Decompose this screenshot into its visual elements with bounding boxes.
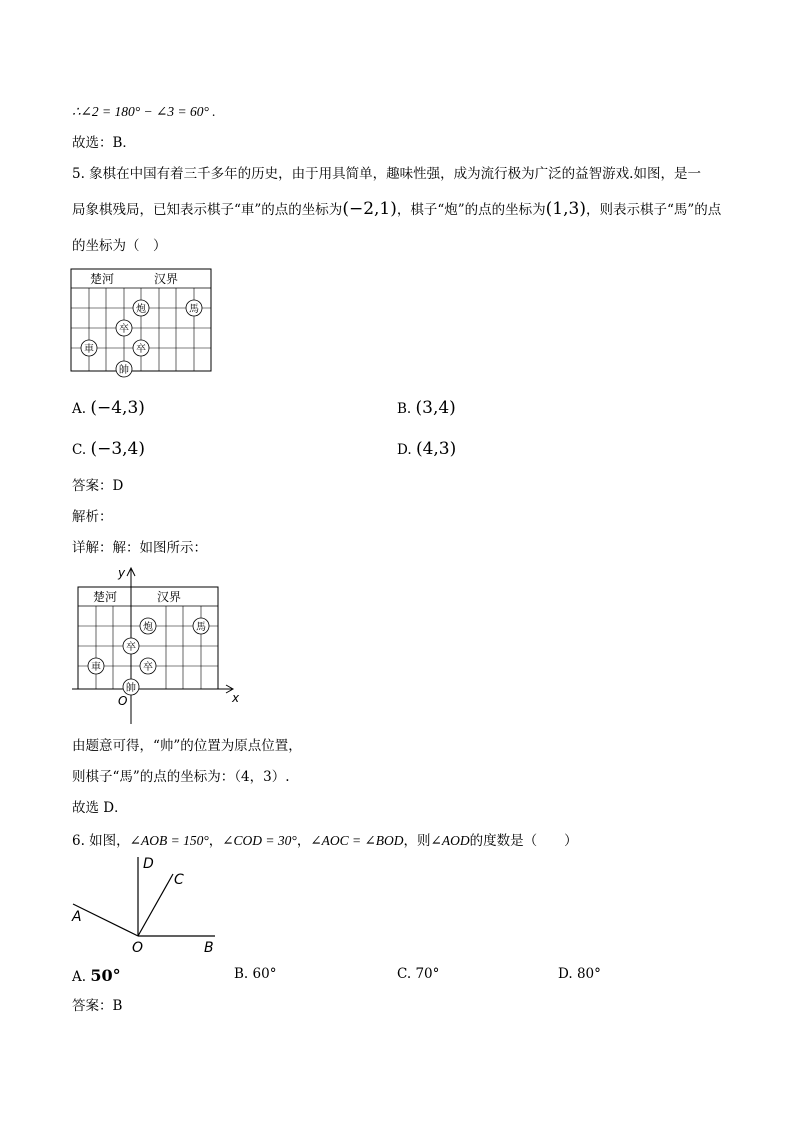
q5-explanation-1: 由题意可得，“帅”的位置为原点位置， bbox=[72, 738, 302, 754]
q6-stem: 6. 如图，∠AOB = 150°，∠COD = 30°，∠AOC = ∠BOD，则∠AOD的度数是（ ） bbox=[72, 833, 578, 849]
piece-pao: 炮 bbox=[143, 622, 153, 633]
board-river-right: 汉界 bbox=[157, 590, 182, 604]
piece-ma: 馬 bbox=[196, 622, 206, 633]
label-a: A bbox=[72, 909, 82, 925]
q5-chess-board bbox=[70, 268, 215, 380]
q5-analysis: 解析： bbox=[72, 509, 113, 525]
q6-ask: ∠AOD bbox=[430, 833, 470, 848]
q5-option-d: D. (4,3) bbox=[397, 439, 457, 459]
q5-option-c: C. (−3,4) bbox=[72, 439, 145, 459]
piece-che: 車 bbox=[91, 662, 101, 673]
q6-cond-aoc-bod: ∠AOC = ∠BOD bbox=[310, 833, 404, 848]
q5-final: 故选 D． bbox=[72, 800, 128, 816]
piece-ma: 馬 bbox=[189, 304, 199, 315]
q6-option-a: A. 50° bbox=[72, 966, 121, 985]
q5-stem-line1: 5. 象棋在中国有着三千多年的历史，由于用具简单，趣味性强，成为流行极为广泛的益智游戏.如图，是一 bbox=[72, 166, 701, 182]
q6-cond-cod: ∠COD = 30° bbox=[222, 833, 297, 848]
piece-zu: 卒 bbox=[143, 662, 153, 673]
ray-oc bbox=[138, 874, 173, 936]
piece-shuai: 帥 bbox=[119, 365, 129, 376]
q5-stem-part-c: ，则表示棋子“馬”的点 bbox=[585, 202, 722, 218]
piece-zu: 卒 bbox=[119, 324, 129, 335]
q6-cond-aob: ∠AOB = 150° bbox=[129, 833, 209, 848]
prev-answer: 故选：B． bbox=[72, 135, 136, 151]
q5-solution-board bbox=[70, 564, 250, 726]
board-river-left: 楚河 bbox=[93, 590, 118, 604]
board-river-left: 楚河 bbox=[90, 272, 115, 286]
q5-stem-line2 bbox=[72, 201, 721, 218]
q5-coord-che: (−2,1) bbox=[342, 199, 397, 219]
label-o: O bbox=[132, 940, 144, 956]
q6-option-c: C. 70° bbox=[397, 966, 440, 982]
q5-stem-part-b: ，棋子“炮”的点的坐标为 bbox=[396, 202, 546, 218]
axis-origin-label: O bbox=[118, 694, 128, 708]
q5-stem-line3: 的坐标为（ ） bbox=[72, 238, 167, 254]
ray-oa bbox=[73, 904, 138, 936]
label-d: D bbox=[143, 856, 154, 872]
q5-option-a: A. (−4,3) bbox=[72, 398, 145, 418]
piece-shuai: 帥 bbox=[126, 683, 136, 694]
board-river-right: 汉界 bbox=[154, 272, 179, 286]
q5-explanation-2: 则棋子“馬”的点的坐标为：（4，3）. bbox=[72, 769, 290, 785]
axis-x-label: x bbox=[232, 691, 240, 705]
q6-answer: 答案：B bbox=[72, 998, 123, 1014]
q5-coord-pao: (1,3) bbox=[545, 199, 586, 219]
axis-y-label: y bbox=[118, 566, 126, 580]
prev-solution-line: ∴∠2 = 180° − ∠3 = 60° . bbox=[72, 104, 216, 119]
piece-che: 車 bbox=[84, 344, 94, 355]
label-b: B bbox=[204, 940, 214, 956]
q6-angle-figure bbox=[70, 854, 230, 958]
q5-answer: 答案：D bbox=[72, 478, 124, 494]
label-c: C bbox=[174, 872, 184, 888]
piece-zu: 卒 bbox=[136, 344, 146, 355]
q5-stem-part-a: 局象棋残局，已知表示棋子“車”的点的坐标为 bbox=[72, 202, 343, 218]
q6-option-d: D. 80° bbox=[558, 966, 601, 982]
piece-pao: 炮 bbox=[136, 304, 146, 315]
q5-option-b: B. (3,4) bbox=[397, 398, 456, 418]
q5-detail: 详解：解：如图所示： bbox=[72, 540, 207, 556]
q6-option-b: B. 60° bbox=[234, 966, 277, 982]
piece-zu: 卒 bbox=[126, 642, 136, 653]
